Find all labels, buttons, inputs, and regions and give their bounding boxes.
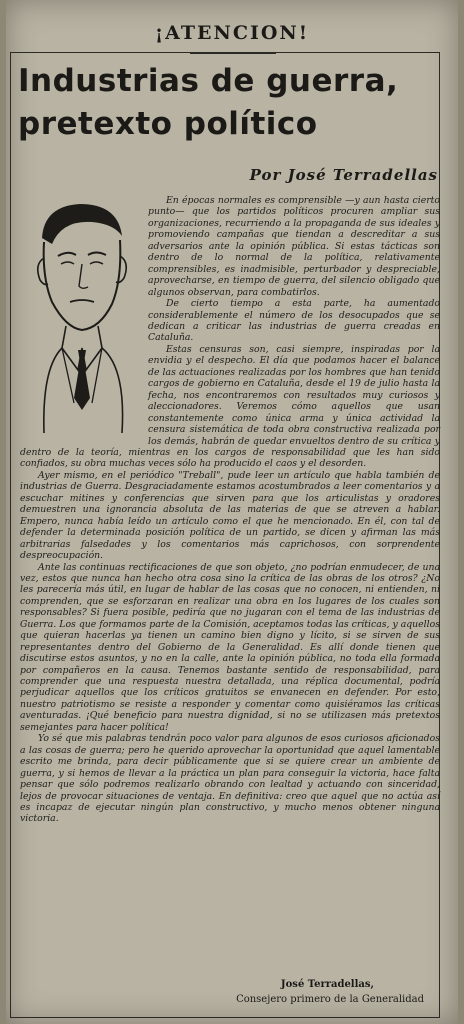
author-portrait-sketch [22,198,140,433]
article-byline: Por José Terradellas [249,166,438,184]
paragraph-3: Estas censuras son, casi siempre, inspiradas por la envidia y el despecho. El día que podamos hacer el balance de las actuaciones realizadas por los hombres que han tenido cargos de gobierno en Cataluña, desde el 19 de julio hasta la fecha, nos encontraremos con resultados muy curiosos y aleccionadores. Veremos cómo aquellos que usan constantemente como única arma y única actividad la censura sistemática de toda obra constructiva realizada por los demás, habrán de quedar envueltos dentro de su crítica y dentro de la teoría, mientras en los cargos de responsabilidad que les han sido confiados, su obra muchas veces sólo ha producido el caos y el desorden. [20,343,440,470]
paragraph-1: En épocas normales es comprensible —y aun hasta cierto punto— que los partidos políticos procuren ampliar sus organizaciones, recurriendo a la propaganda de sus ideales y promoviendo campañas que tiendan a descreditar a sus adversarios ante la opinión pública. Si estas tácticas son dentro de lo normal de la política, relativamente comprensibles, es inadmisible, perturbador y despreciable, aprovecharse, en tiempo de guerra, del silencio obligado que algunos observan, para combatirlos. [148,195,440,298]
kicker-heading: ¡ATENCION! [154,22,310,44]
paragraph-5: Ante las continuas rectificaciones de que son objeto, ¿no podrían enmudecer, de una vez, estos que nunca han hecho otra cosa sino la crítica de las obras de los otros? ¿No les parecería más útil, en lugar de hablar de las cosas que no conocen, ni entienden, ni comprenden, que se esforzaran en realizar una obra en los lugares de los cuales son responsables? Si fuera posible, pediría que no jugaran con el tema de las industrias de Guerra. Los que formamos parte de la Comisión, aceptamos todas las críticas, y aquellos que quieran hacerlas ya tienen un camino bien digno y lícito, si se sirven de sus representantes dentro del Gobierno de la Generalidad. Es allí donde tienen que discutirse estos asuntos, y no en la calle, ante la opinión pública, no toda ella formada por compañeros en la causa. Tenemos bastante sentido de responsabilidad, para comprender que una respuesta nuestra detallada, una réplica documental, podría perjudicar aquellos que los críticos gratuitos se envanecen en defender. Por esto, nuestro patriotismo se resiste a responder y comentar como quisiéramos las críticas aventuradas. ¡Qué beneficio para nuestra dignidad, si no se utilizasen más pretextos semejantes para hacer política! [20,561,440,733]
kicker-rule [190,52,276,54]
paragraph-6: Yo sé que mis palabras tendrán poco valor para algunos de esos curiosos aficionados a las cosas de guerra; pero he querido aprovechar la oportunidad que aquel lamentable escrito me brinda, para decir públicamente que si se quiere crear un ambiente de guerra, y si hemos de llevar a la práctica un plan para conseguir la victoria, hace falta pensar que sólo podremos realizarlo obrando con lealtad y actuando con sinceridad, lejos de provocar situaciones de ventaja. En definitiva: creo que aquel que no actúa así es incapaz de ejecutar ningún plan constructivo, y mucho menos obtener ninguna victoria. [20,733,440,825]
signature-title: Consejero primero de la Generalidad [236,994,424,1005]
article-headline: Industrias de guerra, pretexto político [18,63,399,142]
signature-block [236,977,424,1007]
paragraph-4: Ayer mismo, en el periódico "Treball", pude leer un artículo que habla también de industrias de Guerra. Desgraciadamente estamos acostumbrados a leer comentarios y a escuchar mitines y conferencias que sirven para que los articulistas y oradores demuestren una ignorancia absoluta de las materias de que se atreven a hablar. Empero, nunca había leído un artículo como el que he mencionado. En él, con tal de defender la determinada posición política de un partido, se dicen y afirman las más arbitrarias falsedades y los comentarios más caprichosos, con sorprendente despreocupación. [20,469,440,562]
paragraph-2: De cierto tiempo a esta parte, ha aumentado considerablemente el número de los desocupados que se dedican a criticar las industrias de guerra creadas en Cataluña. [148,298,440,344]
signature-name: José Terradellas, [280,979,374,990]
